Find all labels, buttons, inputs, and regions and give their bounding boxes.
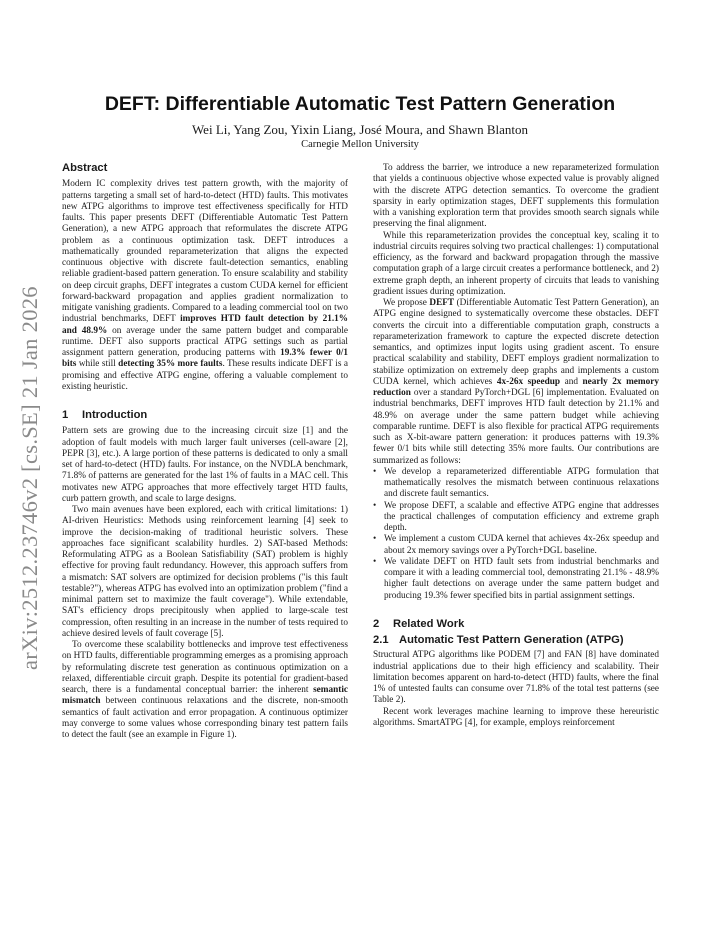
atpg-subsection-number: 2.1: [373, 634, 389, 646]
contribution-text: We develop a reparameterized differentiable ATPG formulation that mathematically resolves the mismatch between continuous relaxations and discrete fault semantics.: [384, 466, 659, 500]
abstract-text-d: . These results indicate DEFT is a promising and effective ATPG engine, offering a valuable complement to existing heuristic.: [62, 359, 348, 392]
abstract-text-b: on average under the same pattern budget and comparable runtime. DEFT also supports practical ATPG settings such as partial assignment pattern generation, producing patterns with: [62, 325, 348, 358]
contribution-text: We validate DEFT on HTD fault sets from industrial benchmarks and compare it with a leading commercial tool, demonstrating 21.1% - 48.9% higher fault detections on average under the same pattern budget and producing 19.3% fewer specified bits in partial assignment settings.: [384, 556, 659, 601]
abstract-bold-b: 19.3% fewer 0/1 bits: [62, 348, 348, 370]
contributions-list: [373, 467, 659, 602]
right-p3-text-b: (Differentiable Automatic Test Pattern Generation), an ATPG engine designed to systematically overcome these obstacles. DEFT converts the circuit into a differentiable computation graph, constructs a reparameterization framework to capture the expected discrete detection semantics, and optimizes input logits using gradient ascent. To ensure practical scalability and stability, DEFT employs gradient normalization to stabilize optimization on extremely deep graphs and implements a custom CUDA kernel, which achieves: [373, 298, 659, 387]
atpg-subsection-title: Automatic Test Pattern Generation (ATPG): [399, 634, 624, 646]
abstract-heading: Abstract: [62, 162, 108, 174]
related-work-number: 2: [373, 617, 380, 630]
related-paragraph-2: Recent work leverages machine learning to improve these hereuristic algorithms. SmartATPG [4], for example, employs reinforcement: [373, 706, 659, 728]
contribution-item: [373, 534, 659, 557]
paper-title: DEFT: Differentiable Automatic Test Pattern Generation: [104, 93, 616, 115]
right-column: [373, 163, 659, 729]
paper-authors: Wei Li, Yang Zou, Yixin Liang, José Moura, and Shawn Blanton: [191, 122, 529, 137]
contribution-text: We implement a custom CUDA kernel that achieves 4x-26x speedup and about 2x memory savings over a PyTorch+DGL baseline.: [384, 534, 659, 556]
related-paragraph-1: Structural ATPG algorithms like PODEM [7] and FAN [8] have dominated industrial applications due to their high efficiency and scalability. Their limitation becomes apparent on hard-to-detect (HTD) faults, where the final 1% of untested faults can consume over 71.8% of the total test patterns (see Table 2).: [373, 650, 659, 706]
arxiv-stamp: [12, 260, 48, 670]
related-work-heading: [373, 619, 659, 630]
abstract-paragraph: [62, 179, 348, 393]
arxiv-stamp-text: arXiv:2512.23746v2 [cs.SE] 21 Jan 2026: [17, 286, 42, 670]
bullet-icon: •: [373, 466, 377, 477]
related-work-title: Related Work: [393, 617, 465, 630]
intro-p3-text-a: To overcome these scalability bottlenecks and improve test effectiveness on HTD faults, differentiable programming emerges as a promising approach by reformulating discrete test generation as continuous optimization on a relaxed, differentiable circuit graph. Despite its potential for gradient-based search, there is a fundamental conceptual barrier: the inherent: [62, 640, 348, 695]
introduction-heading: [62, 410, 348, 421]
right-p3-text-a: We propose: [383, 298, 430, 308]
intro-paragraph-3: [62, 640, 348, 741]
right-p3-bold-3: nearly 2x memory reduction: [373, 376, 659, 398]
right-paragraph-1: To address the barrier, we introduce a new reparameterized formulation that yields a continuous objective whose expected value is provably aligned with the discrete ATPG detection semantics. To overcome the gradient sparsity in early optimization stages, DEFT supplements this formulation with a vanishing exploration term that provides smooth search signals while preserving the final alignment.: [373, 163, 659, 230]
introduction-title: Introduction: [82, 409, 148, 421]
atpg-subsection-heading: [373, 635, 659, 646]
paper-affiliation: Carnegie Mellon University: [301, 139, 419, 150]
contribution-item: [373, 467, 659, 501]
intro-paragraph-2: Two main avenues have been explored, each with critical limitations: 1) AI-driven Heuristics: Methods using reinforcement learning [4] seek to improve the decision-making of traditional heuristic solvers. These approaches face significant scalability hurdles. 2) SAT-based Methods: Reformulating ATPG as a Boolean Satisfiability (SAT) problem is highly effective for proving fault redundancy. However, this approach suffers from a mismatch: SAT solvers are optimized for decision problems ("is this fault testable?"), whereas ATPG has evolved into an optimization problem ("find a minimal pattern set to maximize the fault coverage"). While extendable, SAT's efficiency drops precipitously when applied to large-scale test compression, often resulting in an increase in the number of tests required to achieve desired levels of fault coverage [5].: [62, 505, 348, 639]
bullet-icon: •: [373, 556, 377, 567]
right-p3-text-c: and: [560, 376, 583, 387]
right-paragraph-3: [373, 298, 659, 467]
intro-paragraph-1: Pattern sets are growing due to the increasing circuit size [1] and the adoption of fault models with much larger fault universes (cell-aware [2], PEPR [3], etc.). A large portion of these patterns is dedicated to only a small set of hard-to-detect (HTD) faults. For instance, on the NVDLA benchmark, 71.8% of patterns are generated for the last 1% of faults in a MAC cell. This motivates new ATPG approaches that more effectively target HTD faults, curb pattern growth, and scale to large designs.: [62, 426, 348, 504]
left-column: [62, 163, 348, 741]
contribution-item: [373, 557, 659, 602]
introduction-number: 1: [62, 409, 69, 421]
intro-p3-text-b: between continuous relaxations and the discrete, non-smooth semantics of fault activation and error propagation. A continuous optimizer may converge to some values whose corresponding binary test pattern fails to detect the fault (see an example in Figure 1).: [62, 696, 348, 740]
contribution-item: [373, 501, 659, 535]
abstract-bold-c: detecting 35% more faults: [118, 359, 223, 370]
right-p3-bold-2: 4x-26x speedup: [496, 376, 561, 387]
bullet-icon: •: [373, 500, 377, 511]
abstract-text-c: while still: [76, 359, 119, 370]
intro-p3-bold: semantic mismatch: [62, 685, 348, 707]
bullet-icon: •: [373, 534, 377, 545]
abstract-bold-a: improves HTD fault detection by 21.1% and 48.9%: [62, 314, 349, 336]
contribution-text: We propose DEFT, a scalable and effective ATPG engine that addresses the practical challenges of computation efficiency and extreme graph depth.: [384, 500, 659, 533]
right-paragraph-2: While this reparameterization provides the conceptual key, scaling it to industrial circuits requires solving two practical challenges: 1) computational efficiency, as the forward and backward propagation through the massive computation graph of a large circuit creates a performance bottleneck, and 2) extreme graph depth, an inherent property of circuits that leads to vanishing gradient issues during optimization.: [373, 230, 659, 297]
right-p3-text-d: over a standard PyTorch+DGL [6] implementation. Evaluated on industrial benchmarks, DEFT improves HTD fault detection by 21.1% and 48.9% on average under the same pattern budget while achieving comparable runtime. DEFT is also flexible for practical ATPG requirements such as X-bit-aware pattern generation: it produces patterns with 19.3% fewer 0/1 bits while still detecting 35% more faults. Our contributions are summarized as follows:: [373, 388, 659, 466]
abstract-text-a: Modern IC complexity drives test pattern growth, with the majority of patterns targeting a small set of hard-to-detect (HTD) faults. This motivates new ATPG algorithms to improve test effectiveness specifically for HTD faults. This paper presents DEFT (Differentiable Automatic Test Pattern Generation), a new ATPG approach that reformulates the discrete ATPG problem as a continuous optimization task. DEFT introduces a mathematically grounded reparameterization that aligns the expected continuous objective with discrete fault-detection semantics, enabling reliable gradient-based pattern generation. To ensure scalability and stability on deep circuit graphs, DEFT integrates a custom CUDA kernel for efficient forward-backward propagation and applies gradient normalization to mitigate vanishing gradients. Compared to a leading commercial tool on two industrial benchmarks, DEFT: [62, 179, 348, 325]
right-p3-bold-1: DEFT: [429, 298, 455, 308]
